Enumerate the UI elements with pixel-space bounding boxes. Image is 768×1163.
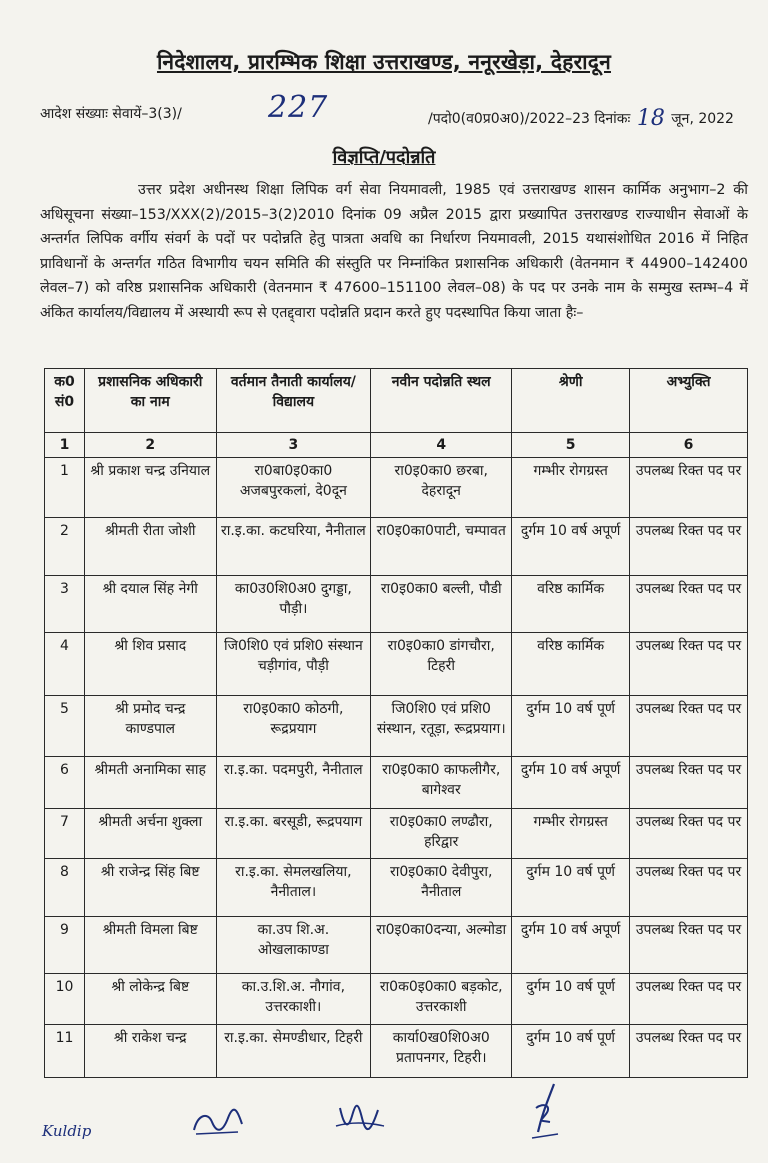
officer-name-cell: श्री प्रमोद चन्द्र काण्डपाल (84, 696, 216, 757)
promotion-table (44, 368, 748, 1078)
table-row (45, 974, 748, 1025)
new-posting-cell: कार्या0ख0शि0अ0 प्रतापनगर, टिहरी। (371, 1025, 512, 1078)
officer-name-cell: श्री राकेश चन्द्र (84, 1025, 216, 1078)
officer-name-cell: श्री लोकेन्द्र बिष्ट (84, 974, 216, 1025)
current-posting-cell: रा.इ.का. सेमण्डीधार, टिहरी (216, 1025, 371, 1078)
new-posting-cell: रा0इ0का0 लण्ढौरा, हरिद्वार (371, 809, 512, 859)
remark-cell: उपलब्ध रिक्त पद पर (630, 518, 748, 576)
new-posting-cell: रा0इ0का0पाटी, चम्पावत (371, 518, 512, 576)
category-cell: वरिष्ठ कार्मिक (512, 576, 630, 633)
officer-name-cell: श्रीमती रीता जोशी (84, 518, 216, 576)
current-posting-cell: रा.इ.का. कटघरिया, नैनीताल (216, 518, 371, 576)
serial-cell: 4 (45, 633, 85, 696)
category-cell: दुर्गम 10 वर्ष अपूर्ण (512, 917, 630, 974)
notification-subtitle: विज्ञप्ति/पदोन्नति (332, 147, 436, 168)
serial-cell: 2 (45, 518, 85, 576)
new-posting-cell: रा0इ0का0 देवीपुरा, नैनीताल (371, 859, 512, 917)
serial-cell: 5 (45, 696, 85, 757)
column-number: 6 (630, 433, 748, 458)
table-row (45, 458, 748, 518)
header-current-posting: वर्तमान तैनाती कार्यालय/ विद्यालय (216, 369, 371, 433)
order-date-line (428, 104, 734, 129)
officer-name-cell: श्रीमती विमला बिष्ट (84, 917, 216, 974)
category-cell: दुर्गम 10 वर्ष पूर्ण (512, 696, 630, 757)
signature-mark-3 (330, 1096, 390, 1142)
remark-cell: उपलब्ध रिक्त पद पर (630, 757, 748, 809)
new-posting-cell: रा0क0इ0का0 बड़कोट, उत्तरकाशी (371, 974, 512, 1025)
new-posting-cell: रा0इ0का0 डांगचौरा, टिहरी (371, 633, 512, 696)
signature-mark-4 (528, 1080, 568, 1146)
table-header-row (45, 369, 748, 433)
initials-signature-left (38, 1116, 118, 1146)
officer-name-cell: श्री दयाल सिंह नेगी (84, 576, 216, 633)
remark-cell: उपलब्ध रिक्त पद पर (630, 974, 748, 1025)
new-posting-cell: रा0इ0का0 छरबा, देहरादून (371, 458, 512, 518)
serial-cell: 6 (45, 757, 85, 809)
category-cell: गम्भीर रोगग्रस्त (512, 809, 630, 859)
remark-cell: उपलब्ध रिक्त पद पर (630, 1025, 748, 1078)
serial-cell: 1 (45, 458, 85, 518)
header-officer-name: प्रशासनिक अधिकारी का नाम (84, 369, 216, 433)
current-posting-cell: का0उ0शि0अ0 दुगड्डा, पौड़ी। (216, 576, 371, 633)
current-posting-cell: रा.इ.का. पदमपुरी, नैनीताल (216, 757, 371, 809)
header-serial: क0 सं0 (45, 369, 85, 433)
new-posting-cell: रा0इ0का0 बल्ली, पौडी (371, 576, 512, 633)
column-number: 4 (371, 433, 512, 458)
table-row (45, 859, 748, 917)
category-cell: दुर्गम 10 वर्ष अपूर्ण (512, 518, 630, 576)
table-column-number-row (45, 433, 748, 458)
paragraph-text: उत्तर प्रदेश अधीनस्थ शिक्षा लिपिक वर्ग सेवा नियमावली, 1985 एवं उत्तराखण्ड शासन कार्मिक अनुभाग–2 की अधिसूचना संख्या–153/XXX(2)/2015–3(2)2010 दिनांक 09 अप्रैल 2015 द्वारा प्रख्यापित उत्तराखण्ड राज्याधीन सेवाओं के अन्तर्गत लिपिक वर्गीय संवर्ग के पदों पर पदोन्नति हेतु पात्रता अवधि का निर्धारण नियमावली, 2015 यथासंशोधित 2016 में निहित प्राविधानों के अन्तर्गत गठित विभागीय चयन समिति की संस्तुति पर निम्नांकित प्रशासनिक अधिकारी (वेतनमान ₹ 44900–142400 लेवल–7) को वरिष्ठ प्रशासनिक अधिकारी (वेतनमान ₹ 47600–151100 लेवल–08) के पद पर उनके नाम के सम्मुख स्तम्भ–4 में अंकित कार्यालय/विद्यालय में अस्थायी रूप से एतद्द्वारा पदोन्नति प्रदान करते हुए पदस्थापित किया जाता हैः– (40, 182, 748, 321)
current-posting-cell: का.उप शि.अ. ओखलाकाण्डा (216, 917, 371, 974)
table-row (45, 809, 748, 859)
officer-name-cell: श्रीमती अर्चना शुक्ला (84, 809, 216, 859)
category-cell: गम्भीर रोगग्रस्त (512, 458, 630, 518)
remark-cell: उपलब्ध रिक्त पद पर (630, 859, 748, 917)
table-row (45, 1025, 748, 1078)
order-reference-suffix: /पदो0(व0प्र0अ0)/2022–23 दिनांकः (428, 111, 631, 127)
header-category: श्रेणी (512, 369, 630, 433)
handwritten-order-number: 227 (268, 90, 329, 125)
handwritten-order-day: 18 (636, 106, 665, 131)
order-reference-line (40, 90, 748, 131)
serial-cell: 3 (45, 576, 85, 633)
table-row (45, 696, 748, 757)
new-posting-cell: रा0इ0का0दन्या, अल्मोडा (371, 917, 512, 974)
signature-mark-2 (188, 1104, 248, 1142)
directorate-title: निदेशालय, प्रारम्भिक शिक्षा उत्तराखण्ड, ननूरखेड़ा, देहरादून (156, 50, 611, 74)
remark-cell: उपलब्ध रिक्त पद पर (630, 917, 748, 974)
serial-cell: 9 (45, 917, 85, 974)
column-number: 1 (45, 433, 85, 458)
category-cell: दुर्गम 10 वर्ष पूर्ण (512, 1025, 630, 1078)
officer-name-cell: श्री राजेन्द्र सिंह बिष्ट (84, 859, 216, 917)
current-posting-cell: रा.इ.का. सेमलखलिया, नैनीताल। (216, 859, 371, 917)
current-posting-cell: का.उ.शि.अ. नौगांव, उत्तरकाशी। (216, 974, 371, 1025)
remark-cell: उपलब्ध रिक्त पद पर (630, 696, 748, 757)
serial-cell: 11 (45, 1025, 85, 1078)
remark-cell: उपलब्ध रिक्त पद पर (630, 458, 748, 518)
order-month-year: जून, 2022 (671, 111, 734, 127)
new-posting-cell: जि0शि0 एवं प्रशि0 संस्थान, रतूड़ा, रूद्रप्रयाग। (371, 696, 512, 757)
current-posting-cell: रा0बा0इ0का0 अजबपुरकलां, दे0दून (216, 458, 371, 518)
notification-paragraph (40, 178, 748, 326)
category-cell: दुर्गम 10 वर्ष अपूर्ण (512, 757, 630, 809)
table-row (45, 576, 748, 633)
current-posting-cell: जि0शि0 एवं प्रशि0 संस्थान चड़ीगांव, पौड़ी (216, 633, 371, 696)
officer-name-cell: श्री शिव प्रसाद (84, 633, 216, 696)
officer-name-cell: श्री प्रकाश चन्द्र उनियाल (84, 458, 216, 518)
column-number: 2 (84, 433, 216, 458)
category-cell: दुर्गम 10 वर्ष पूर्ण (512, 859, 630, 917)
table-row (45, 917, 748, 974)
header-new-posting: नवीन पदोन्नति स्थल (371, 369, 512, 433)
remark-cell: उपलब्ध रिक्त पद पर (630, 576, 748, 633)
initials-left-text: Kuldip (42, 1122, 92, 1140)
header-remark: अभ्युक्ति (630, 369, 748, 433)
serial-cell: 10 (45, 974, 85, 1025)
column-number: 5 (512, 433, 630, 458)
current-posting-cell: रा0इ0का0 कोठगी, रूद्रप्रयाग (216, 696, 371, 757)
order-number-label: आदेश संख्याः सेवायें–3(3)/ (40, 106, 182, 122)
table-row (45, 757, 748, 809)
serial-cell: 8 (45, 859, 85, 917)
category-cell: दुर्गम 10 वर्ष पूर्ण (512, 974, 630, 1025)
table-row (45, 633, 748, 696)
remark-cell: उपलब्ध रिक्त पद पर (630, 633, 748, 696)
current-posting-cell: रा.इ.का. बरसूडी, रूद्रपयाग (216, 809, 371, 859)
category-cell: वरिष्ठ कार्मिक (512, 633, 630, 696)
officer-name-cell: श्रीमती अनामिका साह (84, 757, 216, 809)
remark-cell: उपलब्ध रिक्त पद पर (630, 809, 748, 859)
table-row (45, 518, 748, 576)
serial-cell: 7 (45, 809, 85, 859)
column-number: 3 (216, 433, 371, 458)
new-posting-cell: रा0इ0का0 काफलीगैर, बागेश्वर (371, 757, 512, 809)
